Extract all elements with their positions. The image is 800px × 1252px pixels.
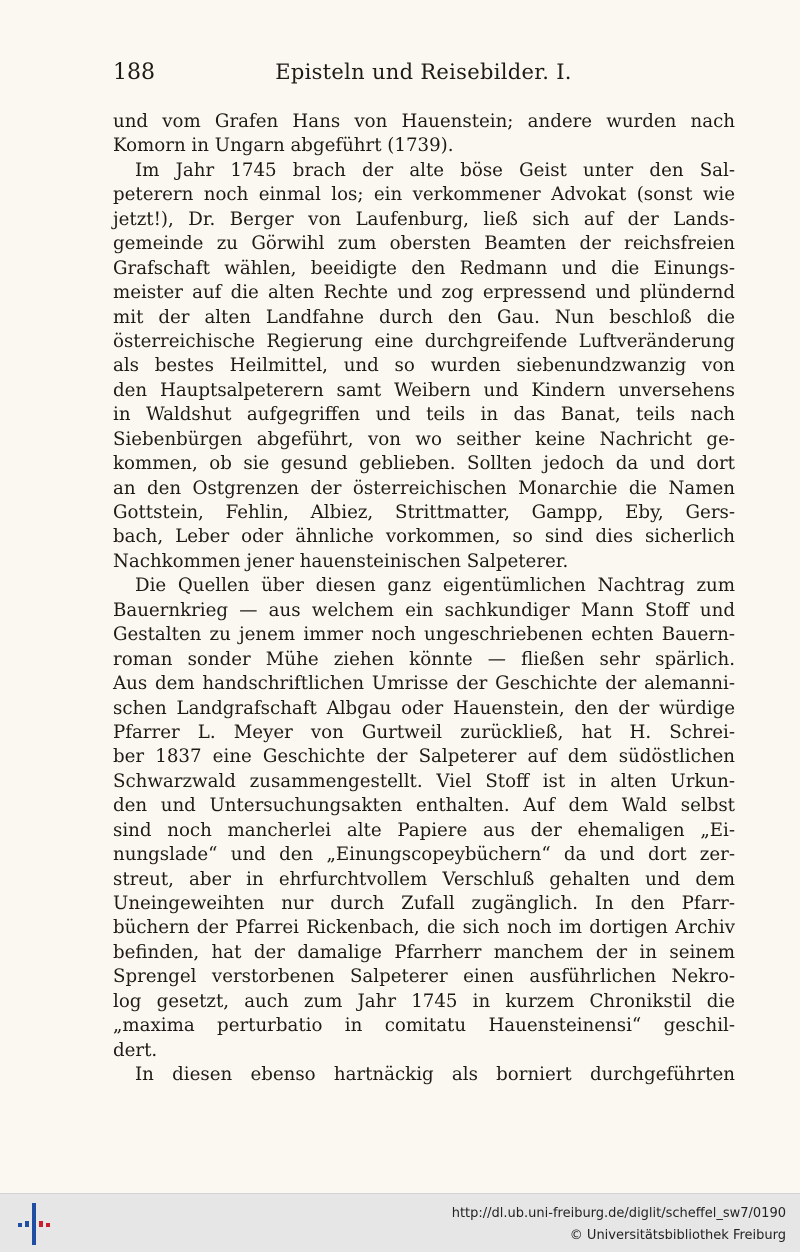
text-line: als bestes Heilmittel, und so wurden siebenundzwanzig von [113,355,735,377]
text-line: Gestalten zu jenem immer noch ungeschriebenen echten Bauern- [113,624,735,646]
text-line: an den Ostgrenzen der österreichischen Monarchie die Namen [113,477,735,499]
copyright-notice: © Universitätsbibliothek Freiburg [569,1228,786,1243]
text-line: den Hauptsalpeterern samt Weibern und Kindern unversehens [113,379,735,401]
text-line: sind noch mancherlei alte Papiere aus der ehemaligen „Ei- [113,819,735,841]
text-line: Im Jahr 1745 brach der alte böse Geist unter den Sal- [135,159,735,181]
text-line: österreichische Regierung eine durchgreifende Luftveränderung [113,330,735,352]
text-line: Die Quellen über diesen ganz eigentümlichen Nachtrag zum [135,575,735,597]
text-line: Nachkommen jener hauensteinischen Salpeterer. [113,550,569,572]
text-line: Grafschaft wählen, beeidigte den Redmann und die Einungs- [113,257,735,279]
text-line: peterern noch einmal los; ein verkommener Advokat (sonst wie [113,184,735,206]
text-line: befinden, hat der damalige Pfarrherr manchem der in seinem [113,941,735,963]
text-line: Schwarzwald zusammengestellt. Viel Stoff ist in alten Urkun- [113,770,735,792]
text-line: mit der alten Landfahne durch den Gau. Nun beschloß die [113,306,735,328]
text-line: schen Landgrafschaft Albgau oder Hauenstein, den der würdige [113,697,735,719]
text-line: den und Untersuchungsakten enthalten. Auf dem Wald selbst [113,795,735,817]
text-line: Pfarrer L. Meyer von Gurtweil zurückließ, hat H. Schrei- [113,721,735,743]
page-header [113,54,734,88]
text-line: streut, aber in ehrfurchtvollem Verschluß gehalten und dem [113,868,735,890]
text-line: Sprengel verstorbenen Salpeterer einen ausführlichen Nekro- [113,966,735,988]
viewer-footer [0,1193,800,1252]
text-line: Komorn in Ungarn abgeführt (1739). [113,135,454,157]
text-line: Siebenbürgen abgeführt, von wo seither keine Nachricht ge- [113,428,735,450]
text-line: ber 1837 eine Geschichte der Salpeterer auf dem südöstlichen [113,746,735,768]
text-line: dert. [113,1039,158,1061]
text-line: In diesen ebenso hartnäckig als borniert durchgeführten [135,1064,735,1086]
text-line: Bauernkrieg — aus welchem ein sachkundiger Mann Stoff und [113,599,735,621]
text-line: gemeinde zu Görwihl zum obersten Beamten der reichsfreien [113,233,735,255]
text-line: jetzt!), Dr. Berger von Laufenburg, ließ sich auf der Lands- [113,208,735,230]
ub-freiburg-logo-icon[interactable] [10,1201,54,1245]
text-line: Aus dem handschriftlichen Umrisse der Geschichte der alemanni- [113,673,735,695]
text-line: in Waldshut aufgegriffen und teils in das Banat, teils nach [113,404,735,426]
page-number: 188 [113,60,155,85]
text-line: log gesetzt, auch zum Jahr 1745 in kurzem Chronikstil die [113,990,735,1012]
text-line: Uneingeweihten nur durch Zufall zugänglich. In den Pfarr- [113,893,735,914]
text-line: bach, Leber oder ähnliche vorkommen, so sind dies sicherlich [113,526,735,548]
text-line: büchern der Pfarrei Rickenbach, die sich noch im dortigen Archiv [113,917,735,939]
text-line: und vom Grafen Hans von Hauenstein; andere wurden nach [113,111,735,132]
text-line: kommen, ob sie gesund geblieben. Sollten jedoch da und dort [113,453,735,475]
text-line: Gottstein, Fehlin, Albiez, Strittmatter, Gampp, Eby, Gers- [113,502,735,523]
text-line: nungslade“ und den „Einungscopeybüchern“ da und dort zer- [113,844,735,866]
body-text [113,110,735,1088]
document-url[interactable]: http://dl.ub.uni-freiburg.de/diglit/scheffel_sw7/0190 [451,1206,786,1221]
text-line: „maxima perturbatio in comitatu Hauensteinensi“ geschil- [113,1015,735,1037]
text-line: meister auf die alten Rechte und zog erpressend und plündernd [113,282,735,304]
text-line: roman sonder Mühe ziehen könnte — fließen sehr spärlich. [113,648,735,670]
running-title: Episteln und Reisebilder. I. [275,60,572,84]
